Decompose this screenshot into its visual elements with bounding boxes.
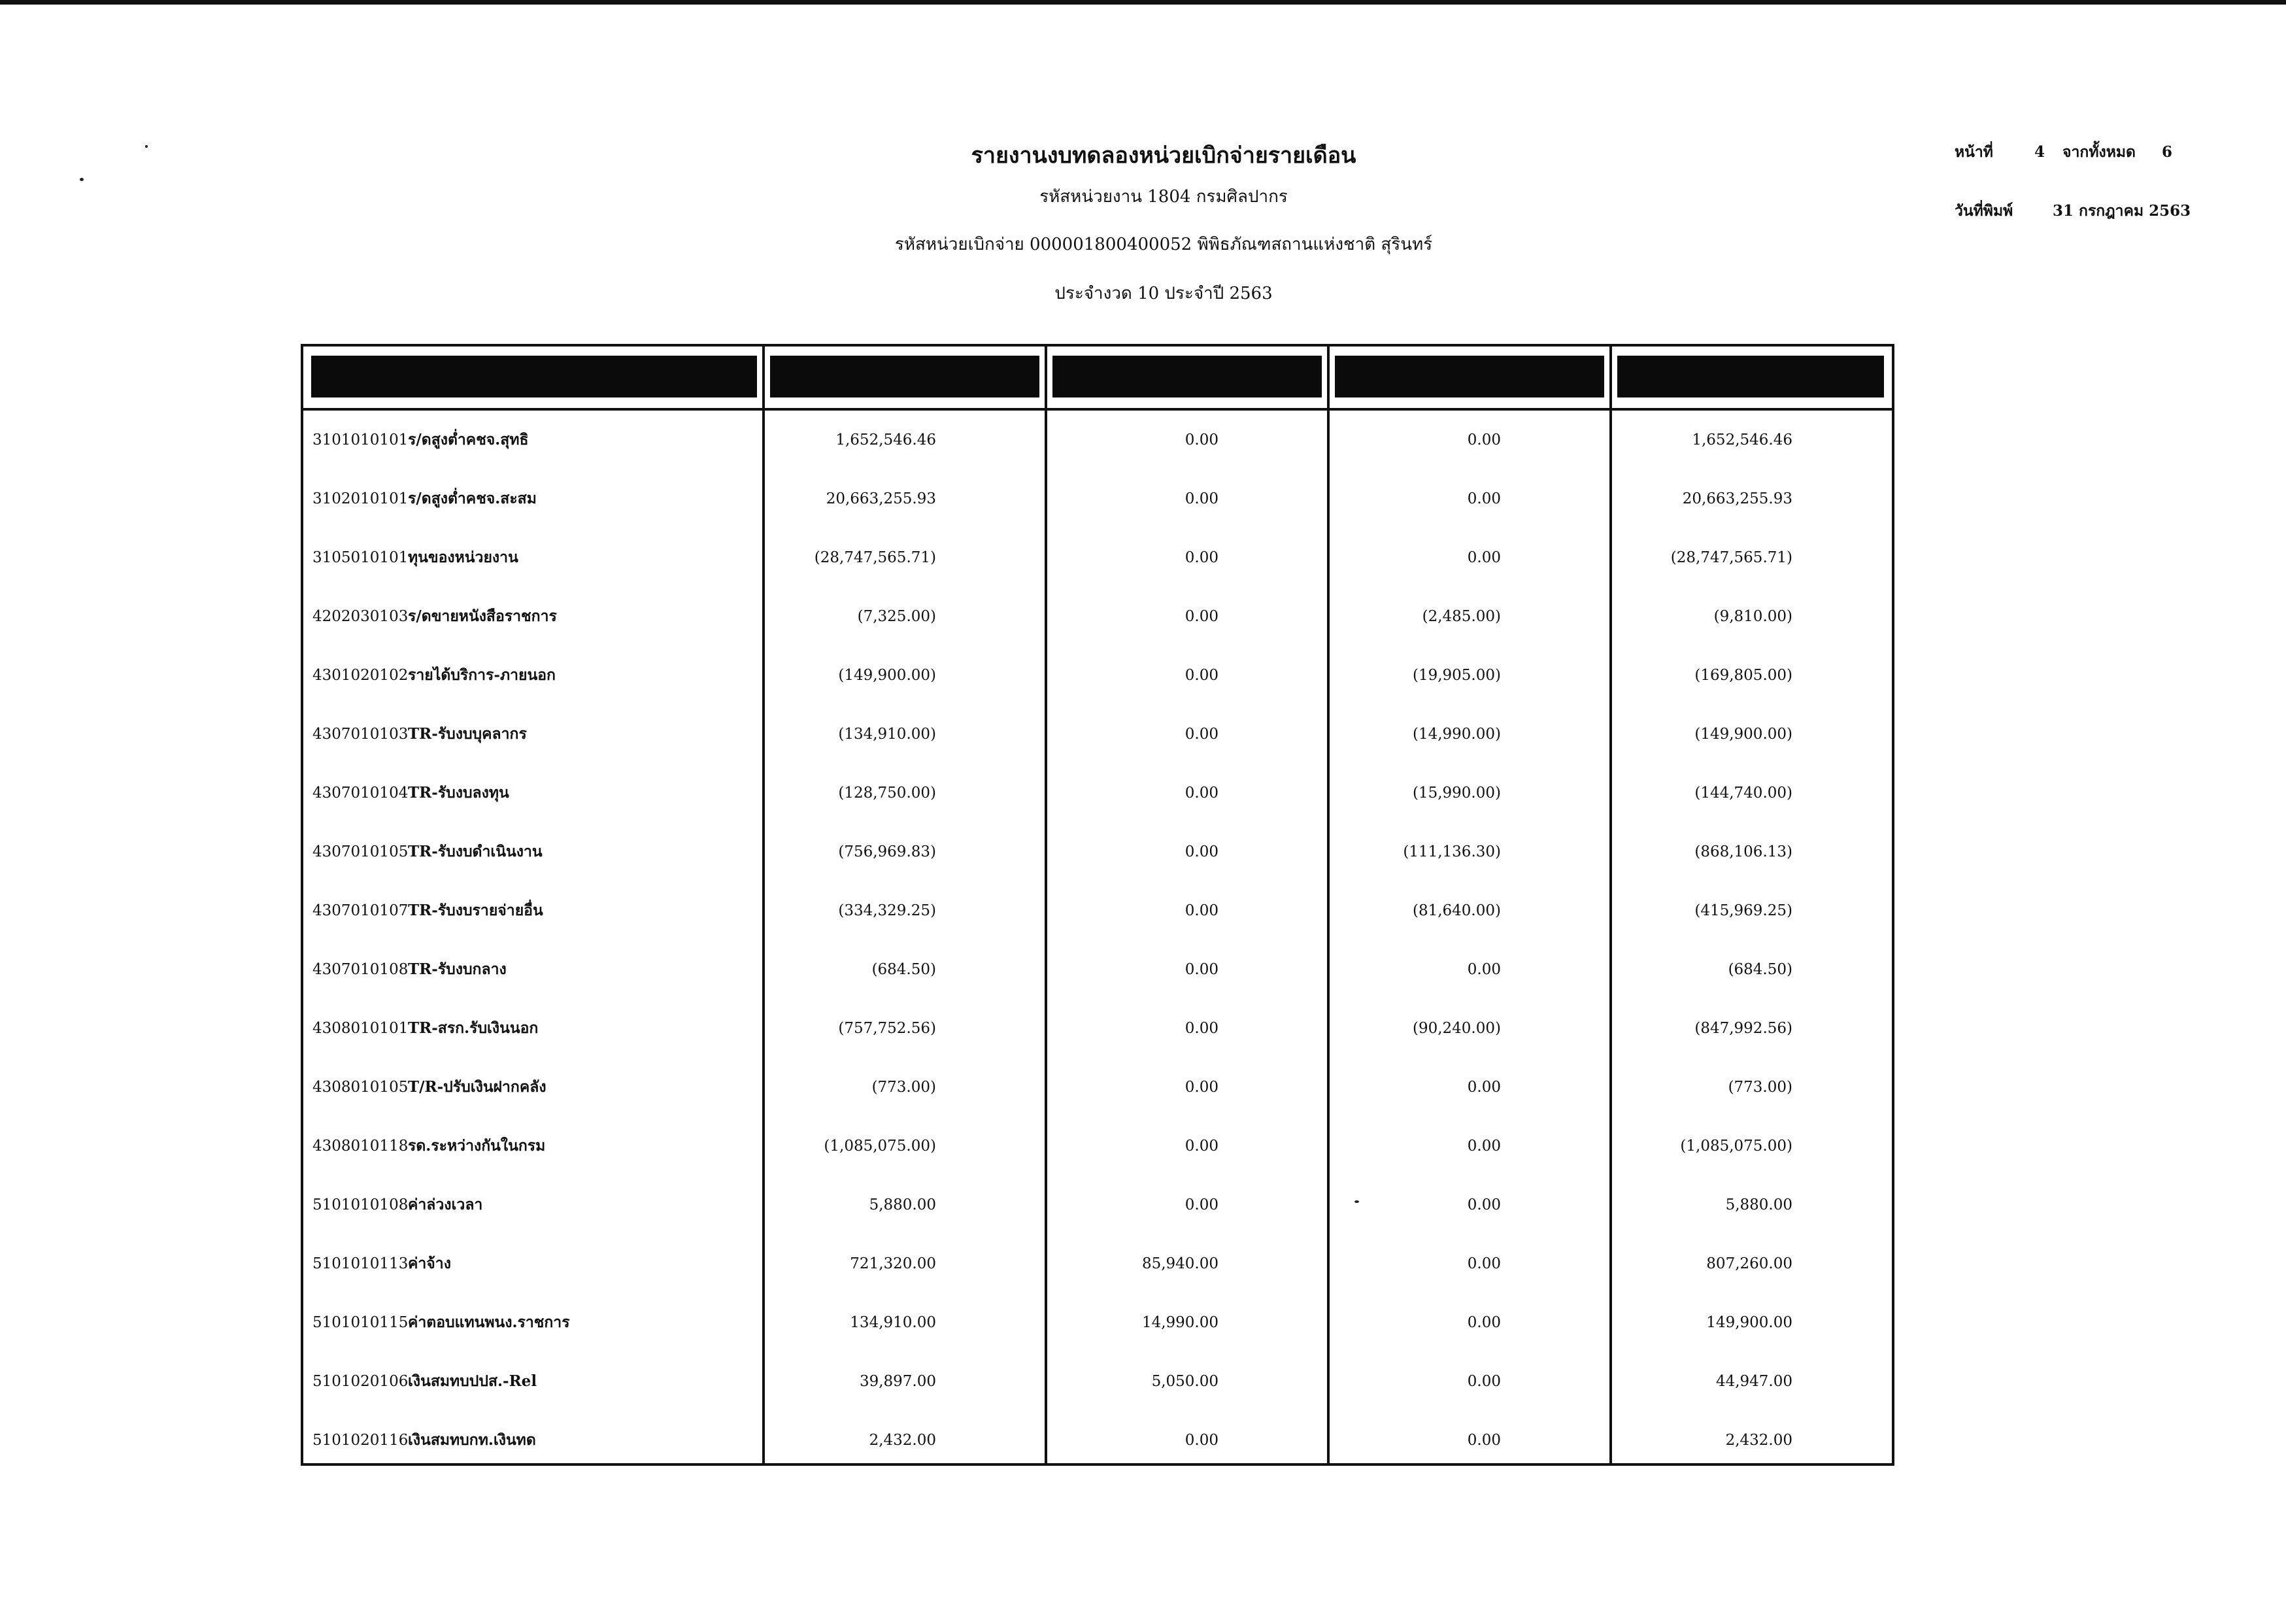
account-name: ค่าจ้าง: [408, 1255, 451, 1272]
amount-col2: 0.00: [1185, 785, 1219, 802]
amount-col3: 0.00: [1467, 1373, 1501, 1390]
amount-col3: 0.00: [1467, 1138, 1501, 1155]
amount-col1: 5,880.00: [869, 1196, 936, 1213]
amount-col4: (1,085,075.00): [1680, 1138, 1792, 1155]
account-name: รด.ระหว่างกันในกรม: [408, 1137, 546, 1155]
table-row: [303, 881, 1892, 940]
amount-col1: 1,652,546.46: [835, 431, 936, 448]
amount-col4: (169,805.00): [1694, 667, 1792, 684]
amount-col3: (19,905.00): [1412, 667, 1501, 684]
amount-col4: (144,740.00): [1694, 785, 1792, 802]
amount-col4: (149,900.00): [1694, 726, 1792, 743]
redacted-header-col3: [1335, 356, 1604, 398]
table-row: [303, 1352, 1892, 1411]
table-row: [303, 411, 1892, 469]
account-code: 4307010107: [312, 902, 409, 919]
page-label: หน้าที่: [1955, 143, 1993, 161]
table-row: [303, 1234, 1892, 1293]
account-name: ค่าตอบแทนพนง.ราชการ: [408, 1313, 570, 1331]
account-name: เงินสมทบกท.เงินทด: [408, 1431, 536, 1449]
account-name: T/R-ปรับเงินฝากคลัง: [408, 1078, 546, 1096]
amount-col1: (7,325.00): [857, 608, 936, 625]
amount-col2: 0.00: [1185, 667, 1219, 684]
scan-speck: [145, 145, 148, 148]
redacted-header-account: [311, 356, 757, 398]
amount-col2: 0.00: [1185, 549, 1219, 566]
amount-col4: 20,663,255.93: [1682, 490, 1792, 507]
amount-col1: 2,432.00: [869, 1432, 936, 1449]
scan-top-edge: [0, 0, 2286, 5]
amount-col1: (684.50): [871, 961, 936, 978]
table-row: [303, 764, 1892, 822]
account-code: 4301020102: [312, 667, 409, 684]
amount-col4: 807,260.00: [1706, 1255, 1792, 1272]
trial-balance-table: [301, 344, 1894, 1466]
total-label: จากทั้งหมด: [2062, 143, 2136, 161]
disbursing-unit-line: รหัสหน่วยเบิกจ่าย 000001800400052 พิพิธภัณฑสถานแห่งชาติ สุรินทร์: [894, 235, 1433, 254]
account-name: ร/ดขายหนังสือราชการ: [408, 607, 557, 625]
redacted-header-col2: [1052, 356, 1322, 398]
amount-col1: (128,750.00): [838, 785, 936, 802]
account-code: 3105010101: [312, 549, 409, 566]
amount-col3: 0.00: [1467, 961, 1501, 978]
account-name: TR-รับงบดำเนินงาน: [408, 843, 543, 860]
amount-col4: (847,992.56): [1694, 1020, 1792, 1037]
amount-col3: (14,990.00): [1412, 726, 1501, 743]
amount-col1: 134,910.00: [850, 1314, 936, 1331]
amount-col1: (134,910.00): [838, 726, 936, 743]
amount-col3: (90,240.00): [1412, 1020, 1501, 1037]
table-row: [303, 1411, 1892, 1470]
table-row: [303, 1176, 1892, 1234]
account-code: 5101010113: [312, 1255, 409, 1272]
amount-col1: (757,752.56): [838, 1020, 936, 1037]
amount-col1: 20,663,255.93: [826, 490, 936, 507]
table-row: [303, 528, 1892, 587]
table-row: [303, 469, 1892, 528]
account-name: TR-รับงบรายจ่ายอื่น: [408, 902, 543, 919]
amount-col2: 85,940.00: [1141, 1255, 1219, 1272]
amount-col2: 0.00: [1185, 843, 1219, 860]
table-row: [303, 1293, 1892, 1352]
amount-col2: 0.00: [1185, 1020, 1219, 1037]
print-date-row: [1955, 195, 2191, 254]
account-code: 5101010115: [312, 1314, 409, 1331]
amount-col2: 0.00: [1185, 608, 1219, 625]
scan-speck: [80, 178, 84, 181]
amount-col1: (1,085,075.00): [824, 1138, 936, 1155]
account-code: 3102010101: [312, 490, 409, 507]
account-code: 5101020116: [312, 1432, 409, 1449]
amount-col3: 0.00: [1467, 1432, 1501, 1449]
account-code: 4307010105: [312, 843, 409, 860]
account-code: 4307010104: [312, 785, 409, 802]
page-info: [1955, 136, 2191, 254]
account-name: ร/ดสูงต่ำคชจ.สุทธิ: [408, 431, 529, 448]
amount-col4: 2,432.00: [1725, 1432, 1792, 1449]
amount-col3: 0.00: [1467, 549, 1501, 566]
account-code: 4307010108: [312, 961, 409, 978]
amount-col2: 0.00: [1185, 1138, 1219, 1155]
account-code: 4308010105: [312, 1079, 409, 1096]
amount-col3: 0.00: [1467, 431, 1501, 448]
amount-col3: 0.00: [1467, 1255, 1501, 1272]
account-name: TR-รับงบบุคลากร: [408, 725, 527, 743]
amount-col3: (15,990.00): [1412, 785, 1501, 802]
agency-line: รหัสหน่วยงาน 1804 กรมศิลปากร: [1039, 187, 1288, 207]
amount-col1: (149,900.00): [838, 667, 936, 684]
amount-col4: (9,810.00): [1713, 608, 1792, 625]
amount-col4: (868,106.13): [1694, 843, 1792, 860]
amount-col2: 0.00: [1185, 726, 1219, 743]
amount-col3: 0.00: [1467, 1196, 1501, 1213]
account-code: 4308010118: [312, 1138, 409, 1155]
redacted-header-col4: [1617, 356, 1884, 398]
amount-col4: 5,880.00: [1725, 1196, 1792, 1213]
account-code: 3101010101: [312, 431, 409, 448]
period-line: ประจำงวด 10 ประจำปี 2563: [1054, 284, 1273, 303]
amount-col1: (773.00): [871, 1079, 936, 1096]
amount-col2: 0.00: [1185, 431, 1219, 448]
account-code: 4307010103: [312, 726, 409, 743]
amount-col2: 0.00: [1185, 1196, 1219, 1213]
amount-col4: 149,900.00: [1706, 1314, 1792, 1331]
table-body: [303, 411, 1892, 1470]
amount-col1: (334,329.25): [838, 902, 936, 919]
amount-col2: 5,050.00: [1151, 1373, 1219, 1390]
account-code: 5101020106: [312, 1373, 409, 1390]
account-name: รายได้บริการ-ภายนอก: [408, 666, 556, 684]
amount-col3: 0.00: [1467, 1079, 1501, 1096]
page-number: 4: [2034, 143, 2045, 161]
report-title: รายงานงบทดลองหน่วยเบิกจ่ายรายเดือน: [971, 143, 1356, 169]
account-code: 5101010108: [312, 1196, 409, 1213]
table-row: [303, 999, 1892, 1058]
table-row: [303, 705, 1892, 764]
account-name: ร/ดสูงต่ำคชจ.สะสม: [408, 490, 537, 507]
print-date-label: วันที่พิมพ์: [1955, 202, 2013, 220]
amount-col3: (81,640.00): [1412, 902, 1501, 919]
account-name: TR-สรก.รับเงินนอก: [408, 1019, 539, 1037]
account-name: ทุนของหน่วยงาน: [408, 549, 518, 566]
account-name: TR-รับงบกลาง: [408, 960, 507, 978]
amount-col4: 1,652,546.46: [1692, 431, 1792, 448]
table-row: [303, 1058, 1892, 1117]
amount-col3: (111,136.30): [1403, 843, 1501, 860]
amount-col2: 0.00: [1185, 902, 1219, 919]
amount-col2: 0.00: [1185, 961, 1219, 978]
amount-col4: (415,969.25): [1694, 902, 1792, 919]
amount-col2: 14,990.00: [1141, 1314, 1219, 1331]
account-name: ค่าล่วงเวลา: [408, 1196, 483, 1213]
amount-col1: (756,969.83): [838, 843, 936, 860]
amount-col4: 44,947.00: [1715, 1373, 1792, 1390]
table-row: [303, 822, 1892, 881]
account-name: เงินสมทบปปส.-Rel: [408, 1372, 537, 1390]
print-date: 31 กรกฎาคม 2563: [2053, 202, 2191, 220]
amount-col4: (773.00): [1728, 1079, 1792, 1096]
amount-col1: 39,897.00: [859, 1373, 936, 1390]
table-row: [303, 646, 1892, 705]
table-row: [303, 1117, 1892, 1176]
total-pages: 6: [2161, 143, 2172, 161]
amount-col3: 0.00: [1467, 490, 1501, 507]
amount-col3: (2,485.00): [1422, 608, 1501, 625]
amount-col2: 0.00: [1185, 1432, 1219, 1449]
amount-col2: 0.00: [1185, 490, 1219, 507]
account-code: 4308010101: [312, 1020, 409, 1037]
account-name: TR-รับงบลงทุน: [408, 784, 509, 802]
amount-col2: 0.00: [1185, 1079, 1219, 1096]
table-row: [303, 940, 1892, 999]
table-row: [303, 587, 1892, 646]
redacted-header-col1: [770, 356, 1039, 398]
amount-col4: (28,747,565.71): [1670, 549, 1792, 566]
page-number-row: [1955, 136, 2191, 195]
amount-col1: 721,320.00: [850, 1255, 936, 1272]
account-code: 4202030103: [312, 608, 409, 625]
amount-col1: (28,747,565.71): [814, 549, 936, 566]
amount-col4: (684.50): [1728, 961, 1792, 978]
amount-col3: 0.00: [1467, 1314, 1501, 1331]
